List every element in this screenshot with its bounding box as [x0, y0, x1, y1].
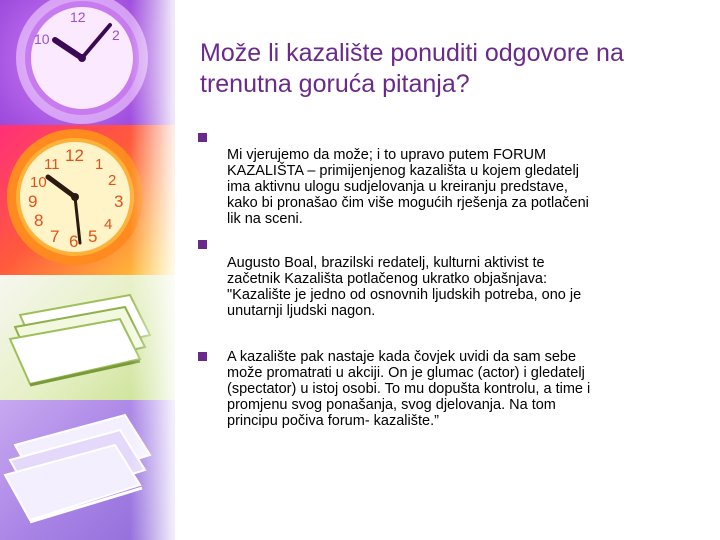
svg-text:8: 8 — [34, 211, 44, 230]
paragraph-line: ima aktivnu ulogu sudjelovanja u kreiranju predstave, — [227, 179, 568, 195]
svg-text:9: 9 — [28, 192, 38, 211]
svg-text:10: 10 — [34, 31, 50, 47]
paragraph-line: Augusto Boal, brazilski redatelj, kulturni aktivist te — [227, 255, 545, 271]
svg-text:1: 1 — [95, 156, 104, 173]
bullet-paragraph — [227, 349, 687, 429]
paragraph-line: KAZALIŠTA – primijenjenog kazališta u kojem gledatelj — [227, 163, 579, 179]
svg-text:12: 12 — [65, 146, 84, 165]
paragraph-line: principu počiva forum- kazalište.” — [227, 413, 439, 429]
bullet-paragraph — [227, 255, 687, 319]
paragraph-line: "Kazalište je jedno od osnovnih ljudskih potreba, ono je — [227, 287, 582, 303]
svg-text:2: 2 — [108, 172, 117, 189]
paragraph-line: začetnik Kazališta potlačenog ukratko objašnjava: — [227, 271, 547, 287]
svg-text:5: 5 — [88, 227, 98, 246]
paragraph-line: A kazalište pak nastaje kada čovjek uvidi da sam sebe — [227, 349, 577, 365]
paragraph-line: može promatrati u akciji. On je glumac (actor) i gledatelj — [227, 365, 585, 381]
svg-text:4: 4 — [104, 216, 113, 233]
svg-text:11: 11 — [44, 156, 60, 173]
bullet-marker — [198, 352, 207, 361]
svg-text:2: 2 — [112, 27, 120, 43]
image-fade — [130, 0, 175, 540]
bullet-marker — [198, 133, 207, 142]
svg-text:7: 7 — [50, 227, 60, 246]
slide-title — [200, 38, 700, 100]
svg-text:10: 10 — [30, 174, 47, 191]
bullet-paragraph — [227, 147, 687, 227]
title-line-2: trenutna goruća pitanja? — [200, 70, 470, 98]
paragraph-line: Mi vjerujemo da može; i to upravo putem FORUM — [227, 147, 547, 163]
title-line-1: Može li kazalište ponuditi odgovore na — [200, 39, 624, 67]
paragraph-line: lik na sceni. — [227, 211, 303, 227]
svg-text:6: 6 — [69, 232, 79, 251]
paragraph-line: promjenu svog ponašanja, svog djelovanja. Na tom — [227, 397, 556, 413]
svg-text:12: 12 — [70, 9, 86, 25]
paragraph-line: unutarnji ljudski nagon. — [227, 303, 376, 319]
svg-text:3: 3 — [114, 192, 124, 211]
paragraph-line: (spectator) u istoj osobi. To mu dopušta kontrolu, a time i — [227, 381, 591, 397]
bullet-marker — [198, 240, 207, 249]
paragraph-line: kako bi pronašao čim više mogućih rješenja za potlačeni — [227, 195, 589, 211]
decorative-image-strip — [0, 0, 175, 540]
